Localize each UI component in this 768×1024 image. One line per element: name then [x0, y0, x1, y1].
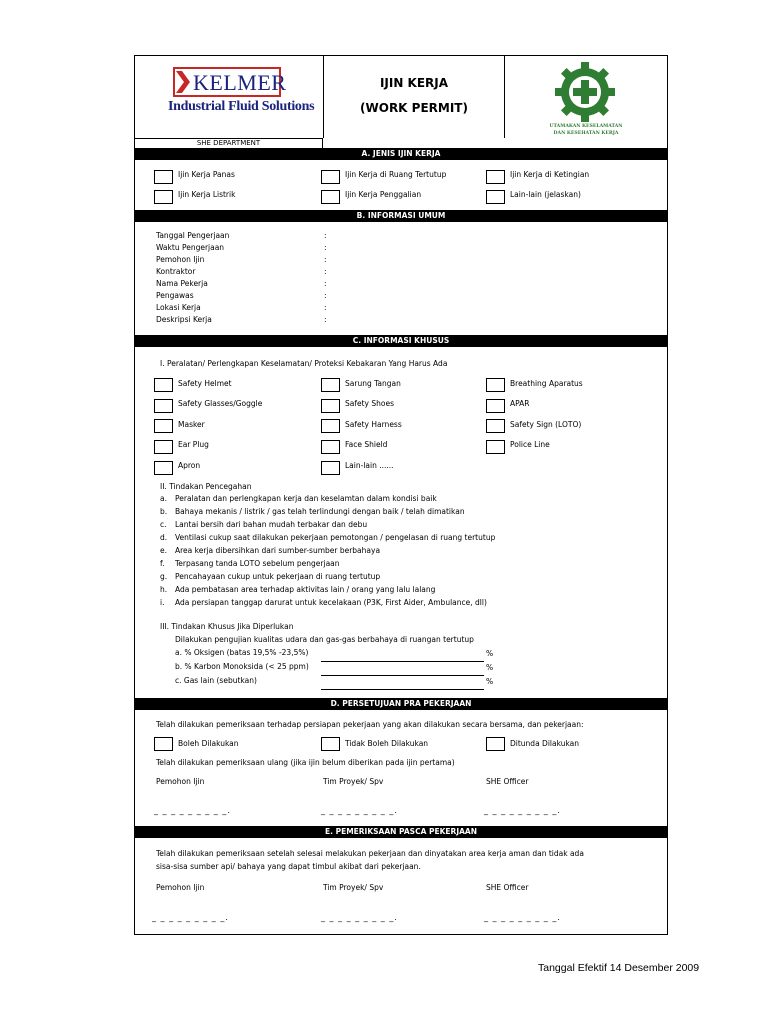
- post-check-intro-2: sisa-sisa sumber api/ bahaya yang dapat timbul akibat dari pekerjaan.: [156, 862, 421, 871]
- special-actions-heading: III. Tindakan Khusus Jika Diperlukan: [160, 622, 294, 631]
- precautions-heading: II. Tindakan Pencegahan: [160, 482, 252, 491]
- label-other-equipment: Lain-lain ......: [345, 461, 394, 470]
- checkbox-safety-sign[interactable]: [486, 419, 505, 433]
- logo-tagline: Industrial Fluid Solutions: [168, 99, 315, 114]
- label-safety-glasses: Safety Glasses/Goggle: [178, 399, 263, 408]
- label-safety-shoes: Safety Shoes: [345, 399, 394, 408]
- list-item-letter: h.: [160, 585, 168, 594]
- label-postponed: Ditunda Dilakukan: [510, 739, 580, 748]
- gas-test-label-oxygen: a. % Oksigen (batas 19,5% -23,5%): [175, 648, 309, 657]
- signature-line-project-team[interactable]: _ _ _ _ _ _ _ _ _.: [321, 806, 398, 815]
- field-label: Pemohon Ijin: [156, 255, 205, 264]
- label-face-shield: Face Shield: [345, 440, 388, 449]
- k3-gear-icon: [553, 60, 617, 124]
- checkbox-safety-helmet[interactable]: [154, 378, 173, 392]
- checkbox-other-equipment[interactable]: [321, 461, 340, 475]
- list-item-letter: d.: [160, 533, 168, 542]
- field-label: Nama Pekerja: [156, 279, 208, 288]
- other-gas-input-line[interactable]: [321, 689, 484, 690]
- field-label: Lokasi Kerja: [156, 303, 201, 312]
- list-item-letter: g.: [160, 572, 168, 581]
- checkbox-safety-glasses[interactable]: [154, 399, 173, 413]
- checkbox-postponed[interactable]: [486, 737, 505, 751]
- list-item-letter: i.: [160, 598, 165, 607]
- special-actions-intro: Dilakukan pengujian kualitas udara dan gas-gas berbahaya di ruangan tertutup: [175, 635, 474, 644]
- label-excavation: Ijin Kerja Penggalian: [345, 190, 422, 199]
- department-label: SHE DEPARTMENT: [135, 138, 323, 148]
- checkbox-breathing-apparatus[interactable]: [486, 378, 505, 392]
- signer-she-officer: SHE Officer: [486, 777, 529, 786]
- checkbox-safety-shoes[interactable]: [321, 399, 340, 413]
- list-item-letter: a.: [160, 494, 167, 503]
- effective-date: Tanggal Efektif 14 Desember 2009: [538, 962, 700, 974]
- co-input-line[interactable]: [321, 675, 484, 676]
- logo-name: KELMER: [193, 70, 287, 95]
- label-confined-space: Ijin Kerja di Ruang Tertutup: [345, 170, 447, 179]
- field-colon: :: [324, 267, 327, 276]
- field-colon: :: [324, 279, 327, 288]
- label-police-line: Police Line: [510, 440, 550, 449]
- label-breathing-apparatus: Breathing Aparatus: [510, 379, 583, 388]
- checkbox-safety-harness[interactable]: [321, 419, 340, 433]
- label-not-allowed: Tidak Boleh Dilakukan: [345, 739, 429, 748]
- list-item: Peralatan dan perlengkapan kerja dan keselamtan dalam kondisi baik: [175, 494, 437, 503]
- list-item: Ada pembatasan area terhadap aktivitas lain / orang yang lalu lalang: [175, 585, 436, 594]
- work-permit-form: [134, 55, 668, 935]
- signer-she-officer: SHE Officer: [486, 883, 529, 892]
- kelmer-logo: [173, 67, 287, 97]
- label-hot-work: Ijin Kerja Panas: [178, 170, 235, 179]
- signature-line-applicant[interactable]: _ _ _ _ _ _ _ _ _.: [152, 913, 229, 922]
- post-check-intro-1: Telah dilakukan pemeriksaan setelah selesai melakukan pekerjaan dan dinyatakan area kerja aman dan tidak ada: [156, 849, 584, 858]
- form-subtitle: (WORK PERMIT): [360, 101, 468, 115]
- list-item-letter: b.: [160, 507, 168, 516]
- gas-test-label-co: b. % Karbon Monoksida (< 25 ppm): [175, 662, 309, 671]
- label-mask: Masker: [178, 420, 205, 429]
- field-colon: :: [324, 231, 327, 240]
- checkbox-excavation[interactable]: [321, 190, 340, 204]
- section-b-header: B. INFORMASI UMUM: [135, 210, 667, 222]
- checkbox-ear-plug[interactable]: [154, 440, 173, 454]
- section-a-header: A. JENIS IJIN KERJA: [135, 148, 667, 160]
- field-colon: :: [324, 255, 327, 264]
- emblem-text-line1: UTAMAKAN KESELAMATAN: [549, 124, 623, 129]
- logo-cell: [135, 56, 323, 138]
- list-item-letter: f.: [160, 559, 165, 568]
- field-label: Waktu Pengerjaan: [156, 243, 225, 252]
- form-title: IJIN KERJA: [379, 76, 449, 90]
- checkbox-mask[interactable]: [154, 419, 173, 433]
- gas-test-unit: %: [486, 663, 494, 672]
- safety-emblem-cell: [505, 56, 667, 140]
- checkbox-not-allowed[interactable]: [321, 737, 340, 751]
- checkbox-confined-space[interactable]: [321, 170, 340, 184]
- list-item: Ada persiapan tanggap darurat untuk kecelakaan (P3K, First Aider, Ambulance, dll): [175, 598, 487, 607]
- signer-project-team: Tim Proyek/ Spv: [323, 777, 384, 786]
- list-item-letter: c.: [160, 520, 167, 529]
- title-cell: [323, 56, 505, 138]
- label-safety-sign: Safety Sign (LOTO): [510, 420, 582, 429]
- signature-line-she-officer[interactable]: _ _ _ _ _ _ _ _ _.: [484, 913, 561, 922]
- equipment-heading: I. Peralatan/ Perlengkapan Keselamatan/ Proteksi Kebakaran Yang Harus Ada: [160, 359, 448, 368]
- field-colon: :: [324, 243, 327, 252]
- label-gloves: Sarung Tangan: [345, 379, 401, 388]
- field-colon: :: [324, 315, 327, 324]
- label-ear-plug: Ear Plug: [178, 440, 209, 449]
- checkbox-other-permit[interactable]: [486, 190, 505, 204]
- gas-test-unit: %: [486, 677, 494, 686]
- signer-project-team: Tim Proyek/ Spv: [323, 883, 384, 892]
- signer-applicant: Pemohon Ijin: [156, 883, 205, 892]
- label-height-work: Ijin Kerja di Ketingian: [510, 170, 590, 179]
- label-apar: APAR: [510, 399, 530, 408]
- oxygen-input-line[interactable]: [321, 661, 484, 662]
- recheck-note: Telah dilakukan pemeriksaan ulang (jika ijin belum diberikan pada ijin pertama): [156, 758, 455, 767]
- field-label: Pengawas: [156, 291, 194, 300]
- list-item: Pencahayaan cukup untuk pekerjaan di ruang tertutup: [175, 572, 381, 581]
- field-colon: :: [324, 303, 327, 312]
- list-item: Lantai bersih dari bahan mudah terbakar dan debu: [175, 520, 368, 529]
- list-item: Bahaya mekanis / listrik / gas telah terlindungi dengan baik / telah dimatikan: [175, 507, 465, 516]
- checkbox-police-line[interactable]: [486, 440, 505, 454]
- signature-line-she-officer[interactable]: _ _ _ _ _ _ _ _ _.: [484, 806, 561, 815]
- logo-arrow-icon: [176, 71, 190, 93]
- label-allowed: Boleh Dilakukan: [178, 739, 239, 748]
- signature-line-applicant[interactable]: _ _ _ _ _ _ _ _ _.: [154, 806, 231, 815]
- signature-line-project-team[interactable]: _ _ _ _ _ _ _ _ _.: [321, 913, 398, 922]
- checkbox-electrical[interactable]: [154, 190, 173, 204]
- checkbox-apron[interactable]: [154, 461, 173, 475]
- section-c-header: C. INFORMASI KHUSUS: [135, 335, 667, 347]
- form-header: [135, 56, 667, 148]
- checkbox-height-work[interactable]: [486, 170, 505, 184]
- section-d-header: D. PERSETUJUAN PRA PEKERJAAN: [135, 698, 667, 710]
- label-safety-harness: Safety Harness: [345, 420, 402, 429]
- gas-test-label-other: c. Gas lain (sebutkan): [175, 676, 257, 685]
- label-apron: Apron: [178, 461, 201, 470]
- field-label: Tanggal Pengerjaan: [156, 231, 230, 240]
- label-electrical: Ijin Kerja Listrik: [178, 190, 236, 199]
- label-other-permit: Lain-lain (jelaskan): [510, 190, 581, 199]
- checkbox-hot-work[interactable]: [154, 170, 173, 184]
- emblem-text-line2: DAN KESEHATAN KERJA: [553, 131, 619, 136]
- field-label: Kontraktor: [156, 267, 196, 276]
- checkbox-apar[interactable]: [486, 399, 505, 413]
- list-item-letter: e.: [160, 546, 167, 555]
- list-item: Area kerja dibersihkan dari sumber-sumber berbahaya: [175, 546, 381, 555]
- label-safety-helmet: Safety Helmet: [178, 379, 232, 388]
- checkbox-face-shield[interactable]: [321, 440, 340, 454]
- checkbox-allowed[interactable]: [154, 737, 173, 751]
- list-item: Terpasang tanda LOTO sebelum pengerjaan: [175, 559, 340, 568]
- section-e-header: E. PEMERIKSAAN PASCA PEKERJAAN: [135, 826, 667, 838]
- signer-applicant: Pemohon Ijin: [156, 777, 205, 786]
- field-colon: :: [324, 291, 327, 300]
- field-label: Deskripsi Kerja: [156, 315, 212, 324]
- gas-test-unit: %: [486, 649, 494, 658]
- approval-intro: Telah dilakukan pemeriksaan terhadap persiapan pekerjaan yang akan dilakukan secara bersama, dan pekerjaan:: [156, 720, 584, 729]
- checkbox-gloves[interactable]: [321, 378, 340, 392]
- list-item: Ventilasi cukup saat dilakukan pekerjaan pemotongan / pengelasan di ruang tertutup: [175, 533, 496, 542]
